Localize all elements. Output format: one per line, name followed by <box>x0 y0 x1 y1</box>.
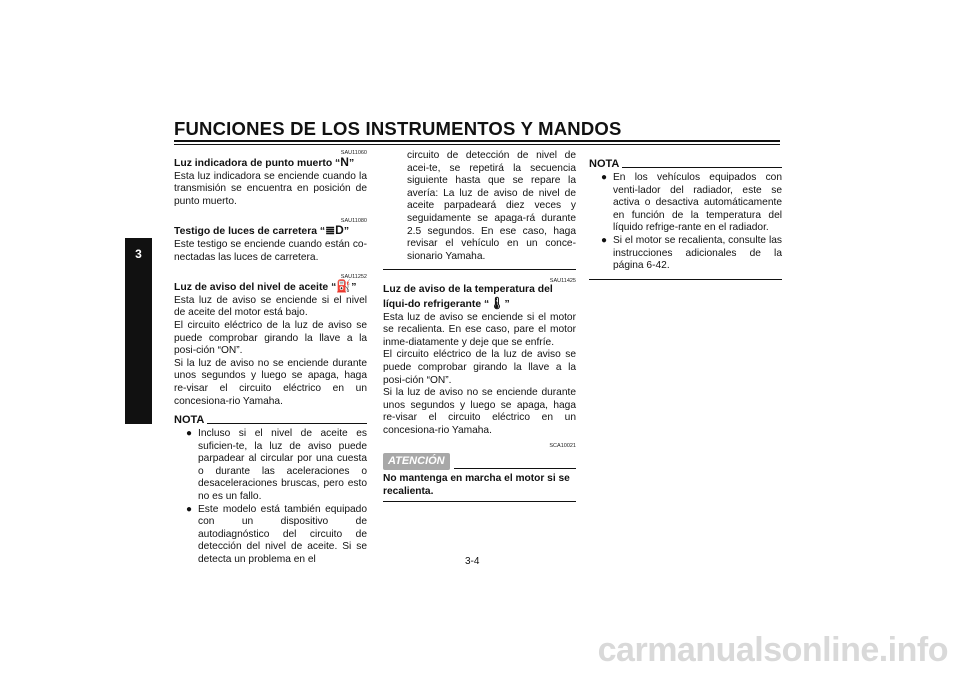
section-text: El circuito eléctrico de la luz de aviso se puede comprobar girando la llave a la posi-ción “ON”. <box>383 349 576 386</box>
nota-list <box>174 428 367 567</box>
section-heading: Testigo de luces de carretera “≣D” <box>174 223 350 238</box>
caution-text: No mantenga en marcha el motor si se recalienta. <box>383 473 570 497</box>
watermark: carmanualsonline.info <box>597 631 948 669</box>
title-rule <box>174 140 780 142</box>
nota-label: NOTA <box>174 414 205 427</box>
list-item: ● Incluso si el nivel de aceite es suficien-te, la luz de aviso puede parpadear al circular por una cuesta o durante las aceleraciones o desaceleraciones bruscas, pero esto no es un fallo. <box>186 428 367 503</box>
nota-label: NOTA <box>589 158 620 170</box>
caution-header <box>383 453 576 470</box>
section-oil <box>174 274 367 408</box>
section-code: SAU11425 <box>549 278 576 285</box>
list-item: ● Este modelo está también equipado con un dispositivo de autodiagnóstico del circuito de detección del nivel de aceite. Si se detecta un problema en el <box>186 503 367 566</box>
nota-header <box>589 158 782 170</box>
section-text: Si la luz de aviso no se enciende durante unos segundos y luego se apaga, haga re-visar el circuito eléctrico en un concesiona-rio Yamaha. <box>383 387 576 436</box>
section-text: Este testigo se enciende cuando están co-nectadas las luces de carretera. <box>174 238 367 263</box>
nota-end-rule <box>589 279 782 280</box>
nota-rule <box>622 167 782 168</box>
title-rule-thin <box>174 144 780 145</box>
list-item: circuito de detección de nivel de acei-te, se repetirá la secuencia siguiente hasta que se repare la avería: La luz de aviso de nivel de aceite parpadeará diez veces y seguidamente se apaga-rá durante 2.5 segundos. En ese caso, haga revisar el vehículo en un conce-sionario Yamaha. <box>407 150 576 262</box>
page-number: 3-4 <box>465 556 480 567</box>
section-text: Esta luz de aviso se enciende si el motor se recalienta. En ese caso, pare el motor inme-diatamente y deje que se enfríe. <box>383 311 576 348</box>
caution-code: SCA10021 <box>549 443 576 450</box>
neutral-icon: N <box>340 155 349 169</box>
page-title: FUNCIONES DE LOS INSTRUMENTOS Y MANDOS <box>174 118 622 139</box>
section-text: El circuito eléctrico de la luz de aviso se puede comprobar girando la llave a la posi-ción “ON”. <box>174 319 367 357</box>
chapter-number: 3 <box>135 247 142 261</box>
column-1 <box>174 150 367 567</box>
section-code: SAU11252 <box>340 274 367 281</box>
section-heading: Luz de aviso de la temperatura del líqui-do refrigerante “🌡” <box>383 284 553 310</box>
nota-rule <box>207 423 367 424</box>
nota-header <box>174 414 367 426</box>
caution-rule <box>454 468 576 469</box>
list-item: ● En los vehículos equipados con venti-lador del radiador, este se activa o desactiva automáticamente en función de la temperatura del líquido refrige-rante en el radiador. <box>601 172 782 234</box>
high-beam-icon: ≣D <box>325 223 344 238</box>
coolant-temperature-icon: 🌡 <box>489 295 505 310</box>
column-2 <box>383 150 576 502</box>
section-heading: Luz indicadora de punto muerto “N” <box>174 155 355 169</box>
section-text: Si la luz de aviso no se enciende durante unos segundos y luego se apaga, haga re-visar el circuito eléctrico en un concesiona-rio Yamaha. <box>174 357 367 407</box>
nota-list <box>589 172 782 273</box>
section-code: SAU11060 <box>340 150 367 156</box>
chapter-tab <box>125 238 152 424</box>
section-text: Esta luz indicadora se enciende cuando la transmisión se encuentra en posición de punto muerto. <box>174 170 367 207</box>
section-neutral <box>174 150 367 208</box>
bullet-icon: ● <box>601 234 608 246</box>
caution-end-rule <box>383 501 576 502</box>
section-highbeam <box>174 218 367 264</box>
section-coolant <box>383 278 576 437</box>
caution-label: ATENCIÓN <box>383 453 450 470</box>
nota-list-continued <box>383 150 576 263</box>
column-3 <box>589 150 782 288</box>
section-code: SAU11080 <box>340 218 367 225</box>
oil-can-icon: ⛽ <box>336 279 352 294</box>
list-item: ● Si el motor se recalienta, consulte las instrucciones adicionales de la página 6-42. <box>601 234 782 272</box>
section-text: Esta luz de aviso se enciende si el nivel de aceite del motor está bajo. <box>174 294 367 319</box>
bullet-icon: ● <box>601 172 608 183</box>
bullet-icon: ● <box>186 428 193 440</box>
section-heading: Luz de aviso del nivel de aceite “⛽” <box>174 279 357 294</box>
bullet-icon: ● <box>186 503 193 515</box>
nota-end-rule <box>383 269 576 270</box>
